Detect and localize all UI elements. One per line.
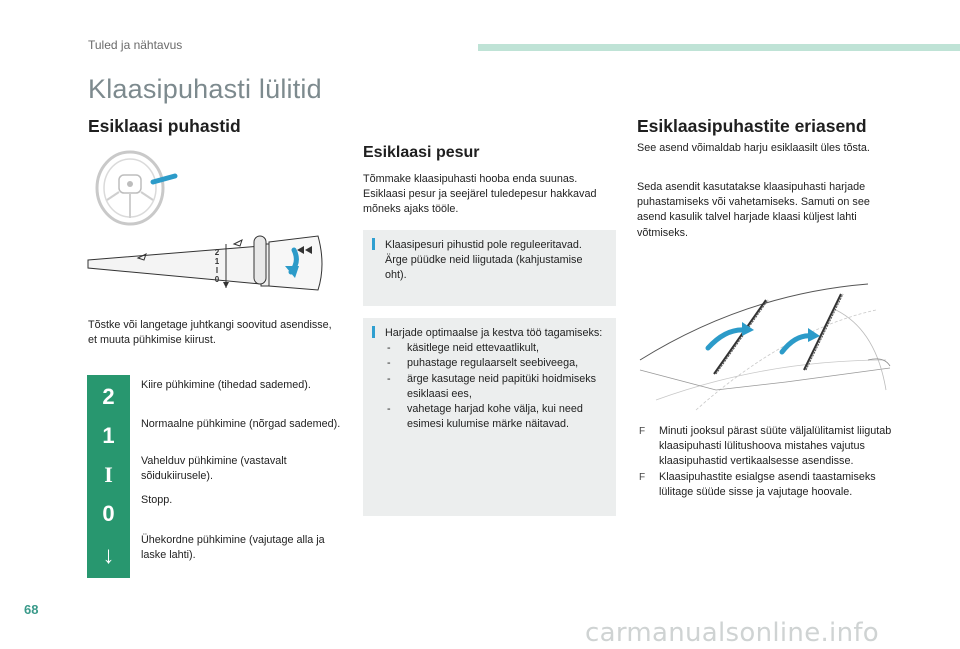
list-item: - käsitlege neid ettevaatlikult,	[385, 341, 606, 356]
speed-badge-0: 0	[87, 492, 130, 535]
note-wiper-care	[363, 318, 616, 516]
speed-text-single: Ühekordne pühkimine (vajutage alla ja laske lahti).	[141, 534, 325, 562]
stalk-label-intermittent: I	[215, 266, 219, 275]
header-accent-bar	[478, 44, 960, 51]
page-title: Klaasipuhasti lülitid	[88, 74, 322, 104]
service-position-p2: Seda asendit kasutatakse klaasipuhasti harjade puhastamiseks või vahetamiseks. Samuti on see asend kasulik talvel harjade klaasi küljest lahti võtmiseks.	[637, 181, 870, 239]
list-item: F Klaasipuhastite esialgse asendi taastamiseks lülitage süüde sisse ja vajutage hoovale.	[637, 470, 893, 500]
note-washer-jets	[363, 230, 616, 306]
single-wipe-arrow-icon: ↓	[87, 534, 130, 578]
speed-badge-intermittent: I	[87, 453, 130, 496]
list-item: F Minuti jooksul pärast süüte väljalülitamist liigutab klaasipuhasti lülitushoova mistahes vajutus klaasipuhastid vertikaalsesse asendisse.	[637, 424, 893, 470]
note-wiper-care-intro: Harjade optimaalse ja kestva töö tagamiseks:	[385, 327, 603, 339]
speed-text-normal: Normaalne pühkimine (nõrgad sademed).	[141, 418, 341, 430]
list-item: - puhastage regulaarselt seebiveega,	[385, 356, 606, 371]
service-position-instructions	[637, 424, 893, 500]
stalk-label-0: 0	[214, 275, 220, 284]
note-marker-icon	[372, 238, 375, 250]
wiper-care-list	[385, 341, 606, 432]
service-position-heading: Esiklaasipuhastite eriasend	[637, 116, 867, 136]
stalk-label-1: 1	[214, 257, 220, 266]
speed-badge-2: 2	[87, 375, 130, 418]
note-washer-jets-text: Klaasipesuri pihustid pole reguleeritavad. Ärge püüdke neid liigutada (kahjustamise oht).	[385, 239, 583, 282]
speed-text-intermittent: Vahelduv pühkimine (vastavalt sõidukiirusele).	[141, 455, 287, 483]
speed-badge-1: 1	[87, 414, 130, 457]
wipers-intro: Tõstke või langetage juhtkangi soovitud asendisse, et muuta pühkimise kiirust.	[88, 319, 332, 347]
section-label: Tuled ja nähtavus	[88, 38, 183, 52]
wipers-heading: Esiklaasi puhastid	[88, 116, 241, 136]
note-marker-icon	[372, 326, 375, 338]
steering-wheel-illustration	[95, 148, 185, 228]
speed-text-stop: Stopp.	[141, 494, 173, 506]
stalk-label-2: 2	[214, 248, 220, 257]
wiper-stalk-illustration	[86, 232, 336, 298]
speed-text-fast: Kiire pühkimine (tihedad sademed).	[141, 379, 311, 391]
washer-text: Tõmmake klaasipuhasti hooba enda suunas. Esiklaasi pesur ja seejärel tuledepesur hakkavad mõneks ajaks tööle.	[363, 173, 597, 216]
service-position-p1: See asend võimaldab harju esiklaasilt üles tõsta.	[637, 142, 870, 154]
list-item: - ärge kasutage neid papitüki hoidmiseks esiklaasi ees,	[385, 372, 606, 402]
watermark: carmanualsonline.info	[585, 618, 880, 648]
page-number: 68	[24, 602, 39, 617]
list-item: - vahetage harjad kohe välja, kui need esimesi kulumise märke näitavad.	[385, 402, 606, 432]
windscreen-wipers-illustration	[636, 270, 893, 420]
washer-heading: Esiklaasi pesur	[363, 144, 480, 161]
